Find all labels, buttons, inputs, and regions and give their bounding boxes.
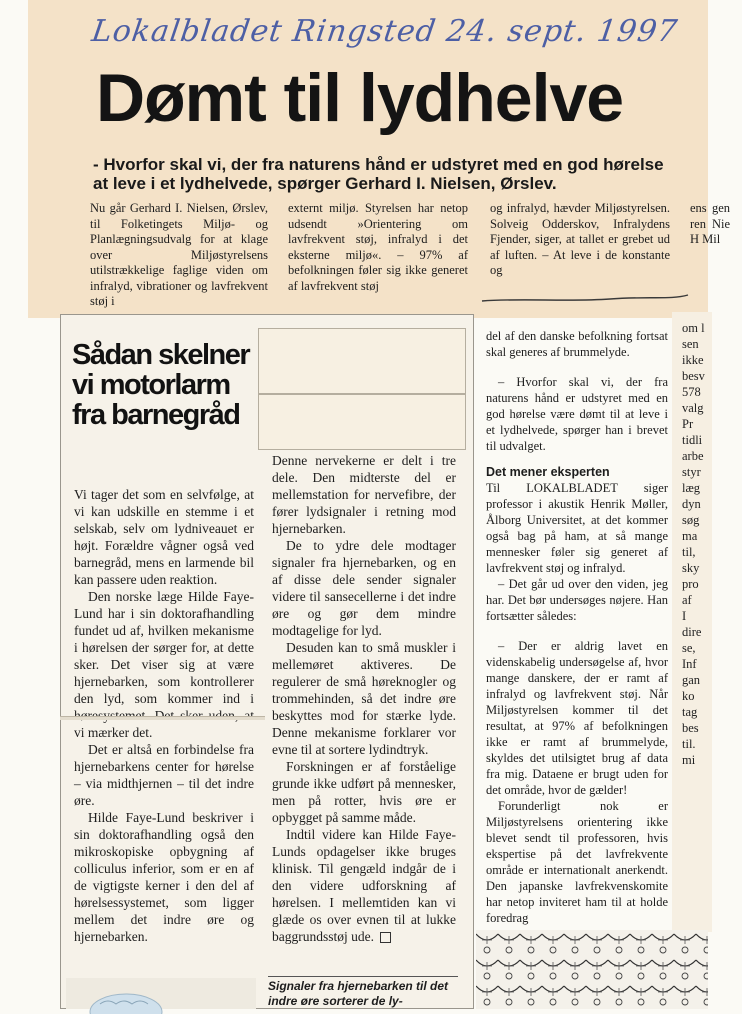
brain-illustration-icon [66,978,256,1009]
subhead-line-1: - Hvorfor skal vi, der fra naturens hånd er udstyret med en god hørelse [93,155,664,174]
inset-col2-para-1: Denne nervekerne er delt i tre dele. Den midterste del er mellemstation for nervefibre, der fører lydsignaler i retning mod hjernebarken. [272,453,456,536]
article-subheadline [93,155,733,193]
end-of-article-mark [380,932,391,943]
mid-paragraph-2: – Hvorfor skal vi, der fra naturens hånd er udstyret med en god hørelse være dømt til at leve i et lydhelvede, spørger han i brevet til udvalget. [486,375,668,453]
inset-col2-para-3: Desuden kan to små muskler i mellemøret aktiveres. De regulerer de små høreknogler og trommehinden, så det indre øre beskyttes mod for stærke lyde. Denne mekanisme forklarer vor evne til at sortere lydindtryk. [272,640,456,757]
inset-col2-para-5 [272,826,456,945]
inset-col2-para-4: Forskningen er af forståelige grunde ikke udført på mennesker, men på rotter, hvis øre er opbygget på samme måde. [272,759,456,825]
subhead-line-2: at leve i et lydhelvede, spørger Gerhard I. Nielsen, Ørslev. [93,174,557,193]
mid-paragraph-3: Til LOKALBLADET siger professor i akustik Henrik Møller, Ålborg Universitet, at det kommer også bag på ham, at så mange mennesker føler sig generet af lavfrekvent støj og infralyd. [486,481,668,575]
article-headline: Dømt til lydhelve [96,60,624,136]
illustration-fragment [66,978,256,1009]
top-column-1: Nu går Gerhard I. Nielsen, Ørslev, til Folketingets Miljø- og Planlægningsudvalg for at klage over Miljøstyrelsens utilstrækkelige faglige viden om infralyd, vibrationer og lavfrekvent støj i [90,201,268,308]
top-column-4-cut: ens gen ren Nie H Mil [690,201,730,246]
paper-patch-lower [258,394,466,450]
mid-paragraph-6: Forunderligt nok er Miljøstyrelsens orientering ikke blevet sendt til professoren, hvis ekspertise på det lavfrekvente område er internationalt anerkendt. Den japanske lavfrekvenskomite har netop inviteret ham til at holde foredrag [486,799,668,925]
right-edge-column-cut: om l sen ikke besv 578 valg Pr tidli arbe styr læg dyn søg ma til, sky pro af I dire se, Inf gan ko tag bes til. mi [682,321,705,767]
inset-col1-para-4: Hilde Faye-Lund beskriver i sin doktorafhandling også den mikroskopiske opbygning af colliculus inferior, som er en af de vigtigste kerner i den del af hørelsessystemet, som ligger mellem det indre øre og hjernebarken. [74,810,254,944]
mid-paragraph-4: – Det går ud over den viden, jeg har. Det bør undersøges nøjere. Han fortsætter således: [486,577,668,623]
inset-col1-para-2: Den norske læge Hilde Faye-Lund har i sin doktorafhandling fundet ud af, hvilken mekanisme i hørelsen der sørger for, at dette sker. Det viser sig at være hjernebarken, som kontrollerer den lyd, som kommer ind i vi mærker det. [74,589,254,740]
illustration-caption: Signaler fra hjernebarken til det indre øre sorterer de ly- [268,976,458,1012]
inset-col2-para-2: De to ydre dele modtager signaler fra hjernebarken, og en af disse dele sender signaler videre til sansecellerne i det indre øre og gør dem mindre modtagelige for lyd. [272,538,456,638]
main-article-continuation [486,328,668,926]
inset-col2-para-5-text: Indtil videre kan Hilde Faye-Lunds opdagelser ikke bruges klinisk. Til gengæld indgår de i den videre udforskning af hørelsen. I mellemtiden kan vi glæde os over evnen til at lukke baggrundsstøj ude. [272,827,456,944]
decorative-pattern-fragment [476,930,708,1009]
inset-column-2 [272,452,456,945]
inset-article-title: Sådan skelner vi motorlarm fra barnegråd [72,339,250,431]
lace-pattern-icon [476,930,708,1009]
inset-col1-para-3: Det er altså en forbindelse fra hjernebarkens center for hørelse – via midthjernen – til det indre øre. [74,742,254,808]
mid-paragraph-5: – Der er aldrig lavet en videnskabelig undersøgelse af, hvor mange danskere, der er ramt af infralyd og lavfrekvent støj. Når Miljøstyrelsen kommer til det resultat, at 97% af befolkningen ikke er ramt af brummelyde, skyldes det utilsigtet brug af data fra mig. Dataene er brugt uden for det område, hvor de gælder! [486,639,668,797]
top-column-2: externt miljø. Styrelsen har netop udsendt »Orientering om lavfrekvent støj, infralyd i det eksterne miljø«. – 97% af befolkningen føler sig ikke generet af lavfrekvent støj [288,201,468,293]
inset-col1-para-1: Vi tager det som en selvfølge, at vi kan udskille en stemme i et selskab, selv om lydniveauet er højt. Forældre vågner også ved barnegråd, mens en larmende bil kan passere uden reaktion. [74,487,254,587]
top-column-3: og infralyd, hævder Miljøstyrelsen. Solveig Odderskov, Infralydens Fjender, siger, at tallet er grebet ud af luften. – At leve i de konstante og [490,201,670,277]
mid-paragraph-1: del af den danske befolkning fortsat skal generes af brummelyde. [486,329,668,359]
handwritten-source-note: Lokalbladet Ringsted 24. sept. 1997 [89,14,681,49]
paper-patch-upper [258,328,466,394]
mid-subheading: Det mener eksperten [486,465,610,479]
pencil-underline-mark [480,292,690,306]
paste-seam [60,716,265,720]
